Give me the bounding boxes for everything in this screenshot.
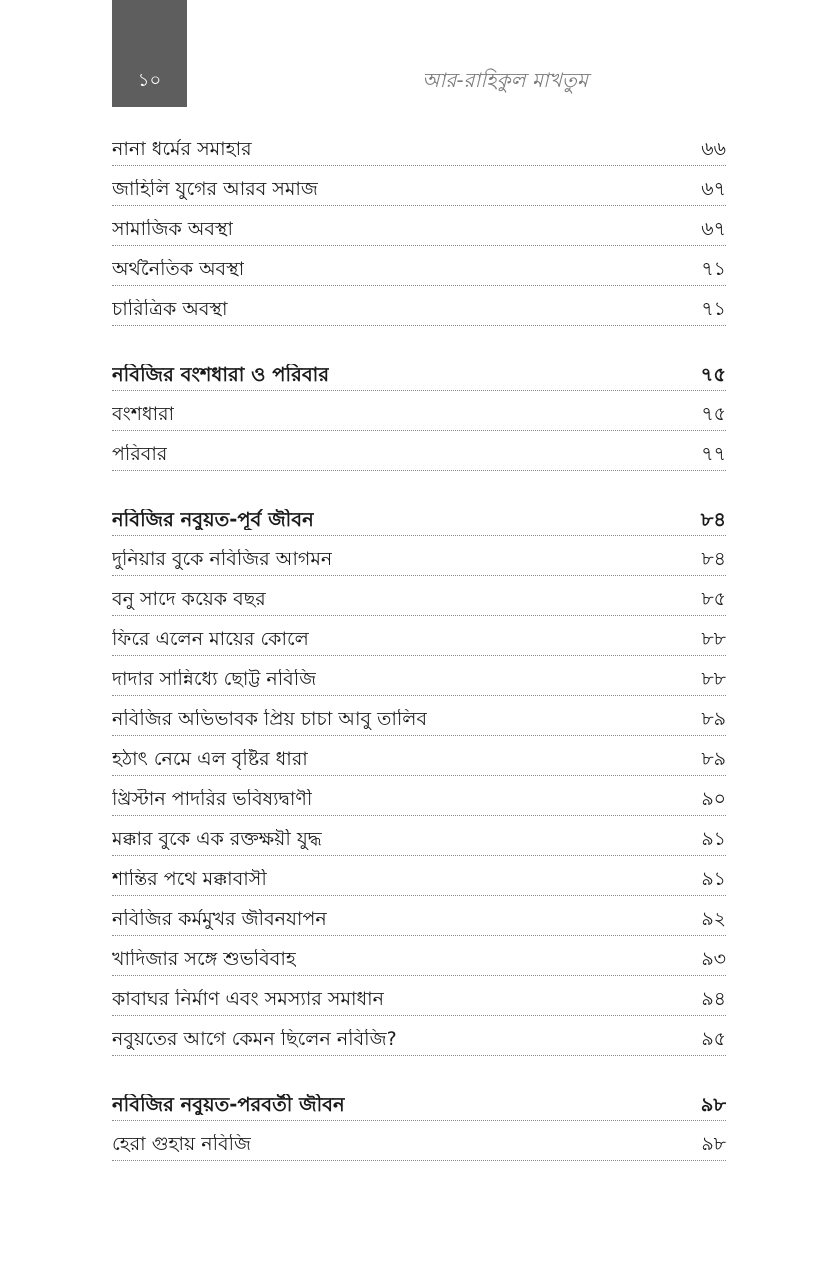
toc-entry[interactable] [112, 616, 726, 656]
toc-entry[interactable] [112, 536, 726, 576]
toc-entry[interactable] [112, 431, 726, 471]
toc-entry[interactable] [112, 896, 726, 936]
toc-entry-page: ৬৭ [701, 178, 726, 201]
toc-entry-title: পরিবার [112, 444, 168, 465]
toc-entry-page: ৬৬ [701, 138, 726, 161]
toc-chapter-heading[interactable] [112, 351, 726, 391]
toc-entry-title: খ্রিস্টান পাদরির ভবিষ্যদ্বাণী [112, 789, 313, 810]
toc-entry-title: নানা ধর্মের সমাহার [112, 139, 252, 160]
toc-entry-page: ৯১ [701, 828, 726, 851]
toc-chapter-heading[interactable] [112, 496, 726, 536]
toc-entry-page: ৯৫ [701, 1028, 726, 1051]
toc-entry-page: ৬৭ [701, 218, 726, 241]
toc-entry[interactable] [112, 696, 726, 736]
toc-entry-page: ৯২ [701, 908, 726, 931]
toc-entry[interactable] [112, 776, 726, 816]
toc-entry-title: অর্থনৈতিক অবস্থা [112, 259, 245, 280]
toc-entry[interactable] [112, 856, 726, 896]
toc-entry-page: ৭৭ [701, 443, 726, 466]
toc-entry-title: নবিজির কর্মমুখর জীবনযাপন [112, 909, 327, 930]
toc-entry-page: ৭৫ [701, 403, 726, 426]
toc-entry[interactable] [112, 816, 726, 856]
toc-entry-title: হেরা গুহায় নবিজি [112, 1134, 252, 1155]
toc-entry-title: শান্তির পথে মক্কাবাসী [112, 869, 267, 890]
toc-section-1 [112, 126, 726, 326]
toc-entry[interactable] [112, 126, 726, 166]
toc-entry-title: সামাজিক অবস্থা [112, 219, 234, 240]
toc-entry-page: ৮৪ [701, 548, 726, 571]
toc-chapter-page: ৭৫ [700, 362, 726, 386]
toc-entry[interactable] [112, 286, 726, 326]
toc-entry-title: নবিজির অভিভাবক প্রিয় চাচা আবু তালিব [112, 709, 428, 730]
running-head-title: আর-রাহিকুল মাখতুম [422, 68, 588, 92]
toc-chapter-title: নবিজির নবুয়ত-পরবর্তী জীবন [112, 1093, 345, 1115]
toc-entry-page: ৭১ [701, 298, 726, 321]
table-of-contents [112, 126, 726, 1161]
toc-entry-page: ৮৫ [701, 588, 726, 611]
toc-entry-title: হঠাৎ নেমে এল বৃষ্টির ধারা [112, 749, 308, 770]
toc-section-3 [112, 496, 726, 1056]
toc-entry-page: ৯১ [701, 868, 726, 891]
toc-entry-title: দুনিয়ার বুকে নবিজির আগমন [112, 549, 333, 570]
toc-entry-page: ৯৩ [701, 948, 726, 971]
toc-entry-page: ৯০ [701, 788, 726, 811]
toc-entry-title: বনু সাদে কয়েক বছর [112, 589, 266, 610]
toc-entry-title: ফিরে এলেন মায়ের কোলে [112, 629, 309, 650]
toc-entry-title: কাবাঘর নির্মাণ এবং সমস্যার সমাধান [112, 989, 384, 1010]
toc-entry[interactable] [112, 1016, 726, 1056]
toc-entry[interactable] [112, 576, 726, 616]
page-number-tab [112, 0, 187, 107]
toc-entry[interactable] [112, 391, 726, 431]
toc-entry-title: চারিত্রিক অবস্থা [112, 299, 228, 320]
toc-chapter-title: নবিজির বংশধারা ও পরিবার [112, 363, 330, 385]
toc-entry-title: দাদার সান্নিধ্যে ছোট্ট নবিজি [112, 669, 317, 690]
toc-entry-page: ৮৮ [701, 668, 726, 691]
toc-entry-page: ৮৮ [701, 628, 726, 651]
toc-entry-page: ৮৯ [701, 748, 726, 771]
toc-entry-page: ৭১ [701, 258, 726, 281]
toc-entry[interactable] [112, 656, 726, 696]
toc-entry-page: ৮৯ [701, 708, 726, 731]
toc-chapter-page: ৯৮ [700, 1092, 726, 1116]
toc-chapter-heading[interactable] [112, 1081, 726, 1121]
toc-entry[interactable] [112, 166, 726, 206]
toc-entry-title: জাহিলি যুগের আরব সমাজ [112, 179, 318, 200]
toc-entry-page: ৯৪ [701, 988, 726, 1011]
toc-entry-title: বংশধারা [112, 404, 175, 425]
toc-entry-title: খাদিজার সঙ্গে শুভবিবাহ [112, 949, 296, 970]
toc-section-2 [112, 351, 726, 471]
toc-entry-page: ৯৮ [701, 1133, 726, 1156]
page-number: ১০ [137, 70, 162, 91]
toc-entry-title: মক্কার বুকে এক রক্তক্ষয়ী যুদ্ধ [112, 829, 322, 850]
toc-entry[interactable] [112, 976, 726, 1016]
toc-entry[interactable] [112, 246, 726, 286]
toc-chapter-page: ৮৪ [700, 507, 726, 531]
toc-entry[interactable] [112, 206, 726, 246]
toc-chapter-title: নবিজির নবুয়ত-পূর্ব জীবন [112, 508, 314, 530]
toc-section-4 [112, 1081, 726, 1161]
toc-entry[interactable] [112, 736, 726, 776]
toc-entry[interactable] [112, 936, 726, 976]
toc-entry[interactable] [112, 1121, 726, 1161]
toc-entry-title: নবুয়তের আগে কেমন ছিলেন নবিজি? [112, 1029, 397, 1050]
